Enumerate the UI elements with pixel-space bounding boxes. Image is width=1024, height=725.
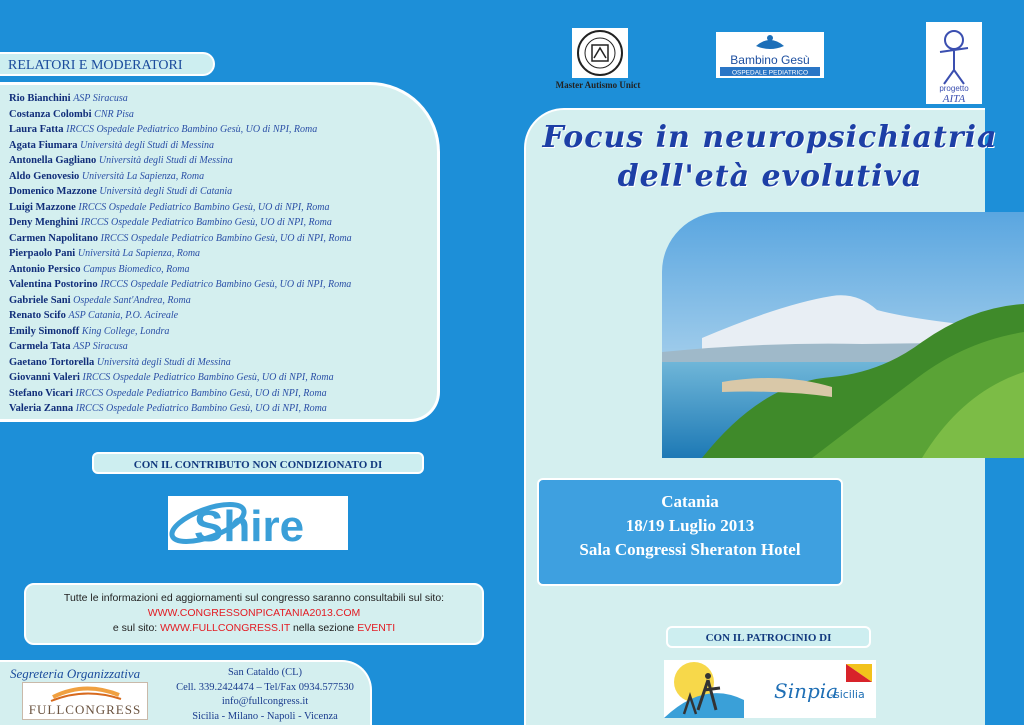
speaker-name: Rio Bianchini — [9, 93, 71, 104]
speaker-affiliation: IRCCS Ospedale Pediatrico Bambino Gesù, UO di NPI, Roma — [75, 403, 327, 414]
speaker-affiliation: Università degli Studi di Messina — [96, 356, 231, 368]
event-title-line-2: dell'età evolutiva — [617, 159, 923, 194]
speaker-row — [9, 308, 437, 324]
speaker-name: Valentina Postorino — [9, 279, 98, 290]
speaker-name: Emily Simonoff — [9, 325, 80, 337]
secretariat-email[interactable]: info@fullcongress.it — [221, 696, 309, 707]
speaker-affiliation: Università La Sapienza, Roma — [77, 248, 201, 259]
sinpia-logo — [664, 660, 876, 718]
svg-text:progetto: progetto — [939, 84, 969, 93]
speaker-row — [9, 246, 437, 262]
speaker-row — [9, 91, 437, 107]
speaker-name: Gabriele Sani — [9, 294, 71, 306]
event-title-line-1: Focus in neuropsichiatria — [542, 120, 998, 155]
info-line-2 — [26, 621, 482, 636]
speaker-name: Antonella Gagliano — [9, 155, 97, 166]
speaker-row — [9, 122, 437, 138]
svg-text:Sinpia: Sinpia — [774, 679, 839, 703]
speaker-name: Antonio Persico — [9, 263, 81, 275]
speaker-affiliation: Università La Sapienza, Roma — [81, 170, 205, 182]
shire-logo — [168, 496, 348, 550]
aita-logo — [926, 22, 982, 104]
speaker-affiliation: IRCCS Ospedale Pediatrico Bambino Gesù, UO di NPI, Roma — [82, 372, 334, 383]
info-mid: nella sezione — [292, 622, 355, 634]
speaker-affiliation: ASP Siracusa — [73, 341, 128, 352]
info-prefix: e sul sito: — [112, 622, 158, 634]
speaker-name: Carmen Napolitano — [9, 232, 98, 244]
speaker-row — [9, 324, 437, 340]
speaker-row — [9, 355, 437, 371]
secretariat-address — [160, 666, 370, 724]
secretariat-title: Segreteria Organizzativa — [10, 666, 141, 681]
speakers-list — [0, 82, 440, 422]
speaker-row — [9, 262, 437, 278]
speaker-name: Aldo Genovesio — [9, 170, 80, 182]
speaker-row — [9, 107, 437, 123]
contributo-heading: CON IL CONTRIBUTO NON CONDIZIONATO DI — [92, 452, 424, 474]
speaker-name: Pierpaolo Pani — [9, 248, 76, 259]
speaker-row — [9, 370, 437, 386]
congress-url-link[interactable]: WWW.CONGRESSONPICATANIA2013.COM — [147, 607, 361, 619]
speaker-name: Valeria Zanna — [9, 403, 74, 414]
speaker-row — [9, 386, 437, 402]
speaker-name: Deny Menghini — [9, 217, 79, 228]
speaker-name: Carmela Tata — [9, 341, 71, 352]
speaker-name: Luigi Mazzone — [9, 201, 76, 213]
speaker-affiliation: Università degli Studi di Messina — [98, 155, 233, 166]
svg-text:Shire: Shire — [194, 502, 305, 550]
speaker-name: Renato Scifo — [9, 310, 66, 321]
event-title — [530, 118, 1010, 196]
speaker-affiliation: IRCCS Ospedale Pediatrico Bambino Gesù, UO di NPI, Roma — [78, 201, 330, 213]
speaker-row — [9, 169, 437, 185]
unict-logo — [572, 28, 628, 78]
speaker-row — [9, 200, 437, 216]
speaker-name: Agata Fiumara — [9, 139, 78, 151]
info-box — [24, 583, 484, 645]
patrocinio-heading: CON IL PATROCINIO DI — [666, 626, 871, 648]
speaker-affiliation: IRCCS Ospedale Pediatrico Bambino Gesù, UO di NPI, Roma — [66, 124, 318, 135]
landscape-photo — [662, 212, 1024, 458]
fullcongress-url-link[interactable]: WWW.FULLCONGRESS.IT — [160, 622, 291, 634]
speaker-row — [9, 401, 437, 417]
speaker-row — [9, 184, 437, 200]
speaker-affiliation: ASP Siracusa — [73, 93, 128, 104]
bambino-gesu-logo — [716, 32, 824, 78]
speaker-row — [9, 215, 437, 231]
speaker-name: Costanza Colombi — [9, 108, 92, 120]
speaker-affiliation: IRCCS Ospedale Pediatrico Bambino Gesù, UO di NPI, Roma — [100, 232, 352, 244]
secretariat-city: San Cataldo (CL) — [227, 667, 303, 678]
fullcongress-logo — [22, 682, 148, 720]
speaker-name: Stefano Vicari — [9, 387, 73, 399]
speaker-affiliation: IRCCS Ospedale Pediatrico Bambino Gesù, UO di NPI, Roma — [100, 279, 352, 290]
speaker-affiliation: Campus Biomedico, Roma — [83, 263, 190, 275]
speaker-affiliation: ASP Catania, P.O. Acireale — [68, 310, 179, 321]
venue-city: Catania — [661, 492, 719, 511]
venue-place: Sala Congressi Sheraton Hotel — [579, 540, 801, 559]
speaker-affiliation: Università degli Studi di Catania — [99, 186, 233, 197]
speaker-affiliation: IRCCS Ospedale Pediatrico Bambino Gesù, UO di NPI, Roma — [75, 387, 327, 399]
venue-date: 18/19 Luglio 2013 — [625, 516, 755, 535]
secretariat-cities: Sicilia - Milano - Napoli - Vicenza — [192, 710, 338, 722]
eventi-link[interactable]: EVENTI — [357, 622, 396, 634]
venue-box — [537, 478, 843, 586]
speaker-row — [9, 277, 437, 293]
speaker-name: Domenico Mazzone — [9, 186, 97, 197]
speaker-row — [9, 231, 437, 247]
speaker-row — [9, 293, 437, 309]
speaker-affiliation: King College, Londra — [81, 325, 170, 337]
speaker-affiliation: Ospedale Sant'Andrea, Roma — [73, 294, 191, 306]
speaker-affiliation: Università degli Studi di Messina — [80, 139, 215, 151]
speaker-name: Laura Fatta — [9, 124, 64, 135]
speaker-row — [9, 339, 437, 355]
svg-text:-sicilia: -sicilia — [830, 688, 865, 701]
secretariat-phone: Cell. 339.2424474 – Tel/Fax 0934.577530 — [176, 681, 354, 693]
speaker-row — [9, 153, 437, 169]
unict-caption: Master Autismo Unict — [555, 80, 641, 90]
info-line: Tutte le informazioni ed aggiornamenti sul congresso saranno consultabili sul sito: — [63, 592, 445, 604]
speaker-name: Gaetano Tortorella — [9, 356, 95, 368]
svg-text:FULLCONGRESS: FULLCONGRESS — [28, 702, 142, 717]
relatori-heading: RELATORI E MODERATORI — [0, 52, 215, 76]
speaker-affiliation: CNR Pisa — [94, 108, 134, 120]
svg-text:AITA: AITA — [942, 93, 966, 104]
speaker-name: Giovanni Valeri — [9, 372, 80, 383]
svg-text:Bambino Gesù: Bambino Gesù — [730, 53, 810, 67]
speaker-row — [9, 138, 437, 154]
svg-text:OSPEDALE PEDIATRICO: OSPEDALE PEDIATRICO — [731, 69, 809, 77]
speaker-affiliation: IRCCS Ospedale Pediatrico Bambino Gesù, UO di NPI, Roma — [80, 217, 332, 228]
